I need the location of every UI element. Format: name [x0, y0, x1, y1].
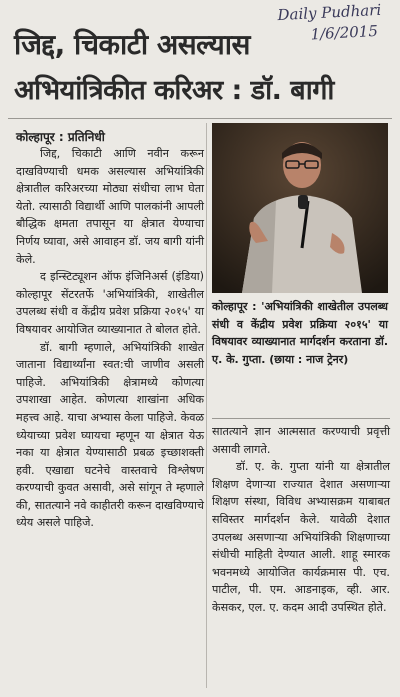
handwritten-source-note [277, 0, 399, 47]
handwritten-date: 1/6/2015 [310, 21, 379, 44]
article-column-left [16, 145, 204, 532]
paragraph: द इन्स्टिट्यूशन ऑफ इंजिनिअर्स (इंडिया) कोल्हापूर सेंटरतर्फे 'अभियांत्रिकी, शाखेतील उपलब्ध संधी व केंद्रीय प्रवेश प्रक्रिया २०१५' या विषयावर आयोजित व्याख्यानात ते बोलत होते. [16, 270, 204, 336]
paragraph: सातत्याने ज्ञान आत्मसात करण्याची प्रवृत्ती असावी लागते. [212, 425, 390, 456]
byline: कोल्हापूर : प्रतिनिधी [16, 130, 105, 144]
headline-divider [8, 118, 392, 119]
headline-line-1: जिद्द, चिकाटी असल्यास [14, 28, 250, 61]
paragraph: डॉ. बागी म्हणाले, अभियांत्रिकी शाखेत जाताना विद्यार्थ्यांना स्वत:ची जाणीव असली पाहिजे. अभियांत्रिकी क्षेत्रामध्ये कोणत्या उपशाखा आहेत. कोणत्या शाखांना अधिक महत्त्व आहे. याचा अभ्यास केला पाहिजे. केवळ ध्येयाच्या प्रवेश घ्यायचा म्हणून या क्षेत्रात येऊ नका या क्षेत्रात येण्यासाठी प्रबळ इच्छाशक्ती हवी. एखाद्या घटनेचे वास्तवाचे विश्लेषण करण्याची कुवत असावी, असे सांगून ते म्हणाले की, सातत्याने नवे काहीतरी करून दाखविण्याचे ध्येय असले पाहिजे. [16, 340, 204, 530]
column-divider [206, 123, 207, 688]
speaker-photo [212, 123, 388, 293]
article-column-right [212, 423, 390, 617]
handwritten-publication: Daily Pudhari [277, 0, 382, 25]
photo-caption: कोल्हापूर : 'अभियांत्रिकी शाखेतील उपलब्ध संधी व केंद्रीय प्रवेश प्रक्रिया २०१५' या विषयावर व्याख्यानात मार्गदर्शन करताना डॉ. ए. के. गुप्ता. (छाया : नाज ट्रेनर) [212, 300, 388, 366]
caption-divider [212, 418, 390, 419]
article-headline [14, 22, 334, 114]
paragraph: डॉ. ए. के. गुप्ता यांनी या क्षेत्रातील शिक्षण देणाऱ्या राज्यात देशात असणाऱ्या शिक्षण संस्था, विविध अभ्यासक्रम याबाबत सविस्तर मार्गदर्शन केले. यावेळी देशात उपलब्ध असणाऱ्या अभियांत्रिकी शिक्षणाच्या संधीची माहिती देण्यात आली. शाहू स्मारक भवनमध्ये आयोजित कार्यक्रमास पी. एच. पाटील, पी. एम. आडनाइक, व्ही. आर. केसकर, एल. ए. कदम आदी उपस्थित होते. [212, 460, 390, 614]
paragraph: जिद्द, चिकाटी आणि नवीन करून दाखविण्याची धमक असल्यास अभियांत्रिकी क्षेत्रातील करिअरच्या मोठ्या संधीचा लाभ घेता येतो. त्यासाठी विद्यार्थी आणि पालकांनी आपली बौद्धिक क्षमता तपासून या क्षेत्रात येण्याचा निर्णय घ्यावा, असे आवाहन डॉ. जय बागी यांनी केले. [16, 147, 204, 266]
article-photo [212, 123, 388, 293]
headline-line-2: अभियांत्रिकीत करिअर : डॉ. बागी [14, 75, 334, 106]
